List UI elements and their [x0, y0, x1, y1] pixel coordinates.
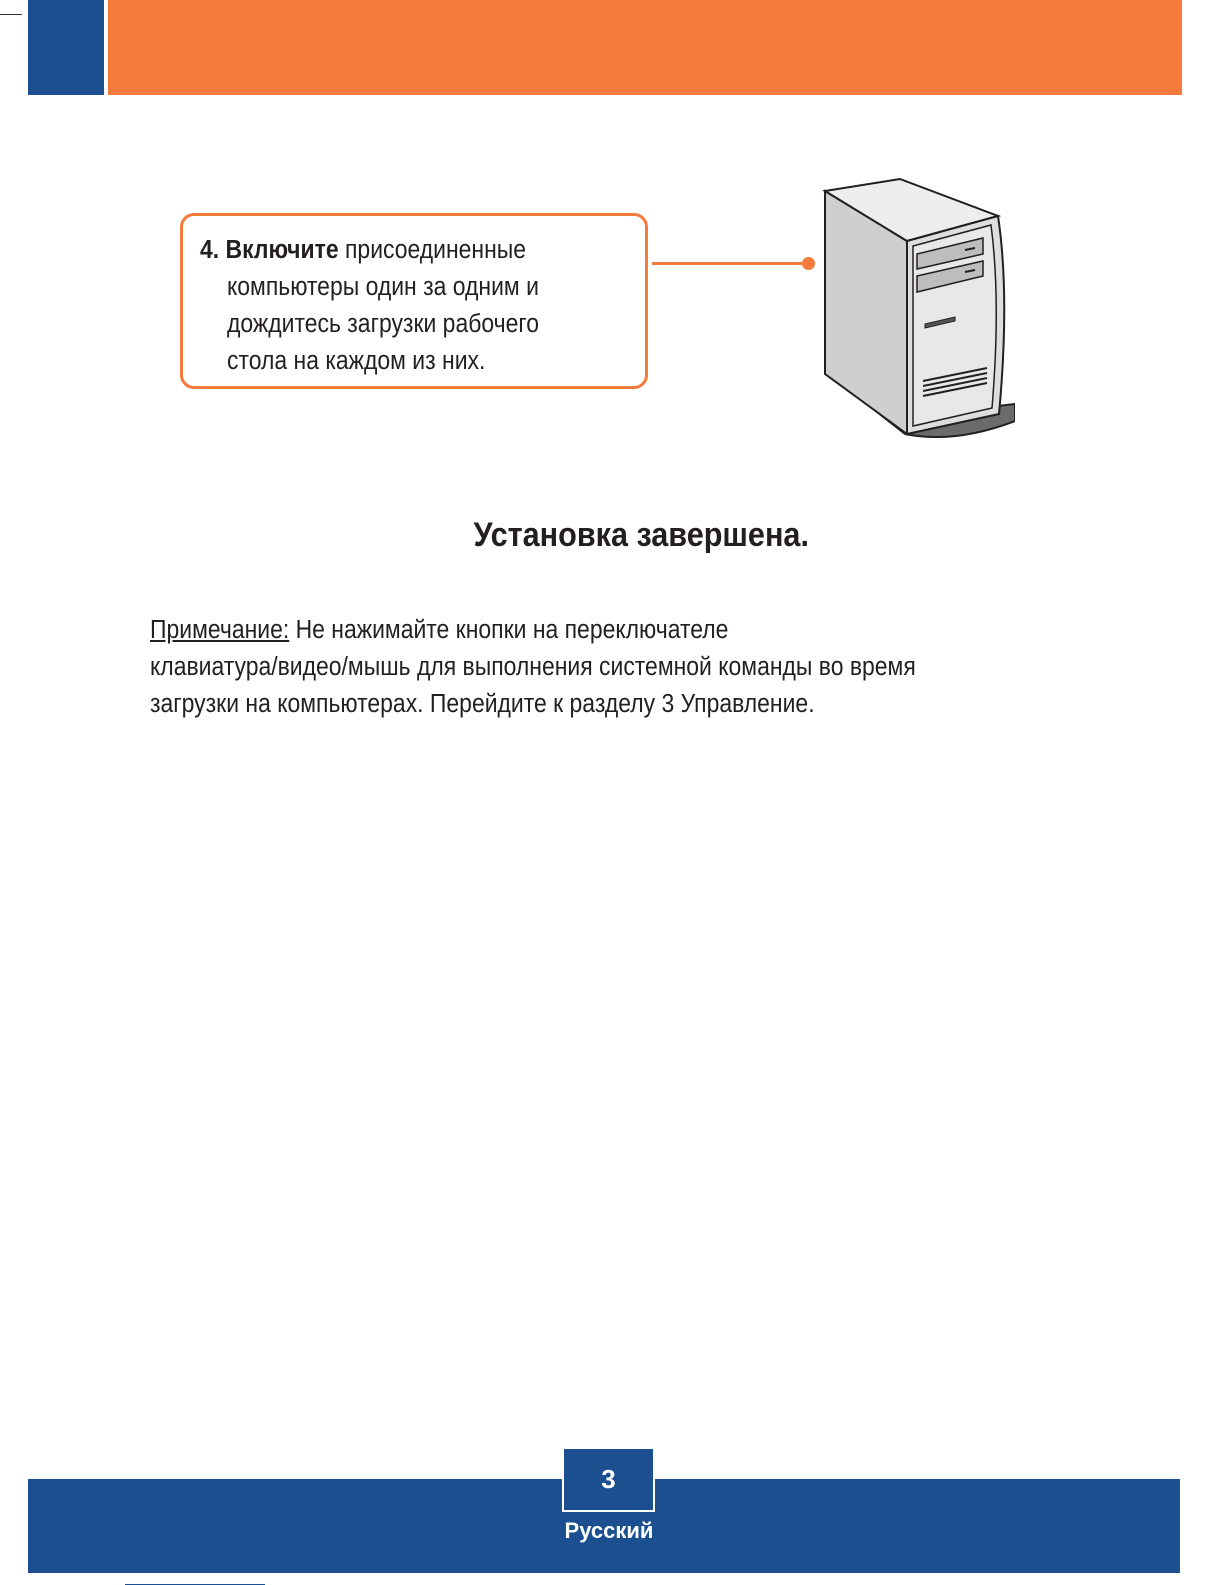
page-number: 3: [562, 1447, 655, 1512]
header-orange-bar: [108, 0, 1182, 95]
callout-connector-dot: [802, 257, 815, 270]
step-number: 4.: [200, 236, 220, 264]
note-label: Примечание:: [150, 616, 290, 644]
callout-connector-line: [652, 262, 808, 265]
completion-heading: Установка завершена.: [473, 516, 809, 554]
language-label: Русский: [564, 1518, 654, 1543]
header-blue-block: [28, 0, 104, 95]
desktop-tower-pc-icon: [815, 176, 1015, 451]
note-paragraph: Примечание: Не нажимайте кнопки на переключателе клавиатура/видео/мышь для выполнения системной команды во время загрузки на компьютерах. Перейдите к разделу 3 Управление.: [150, 616, 916, 718]
crop-mark: [0, 14, 22, 15]
step-instruction: 4. Включите присоединенные компьютеры один за одним и дождитесь загрузки рабочего стола на каждом из них.: [200, 236, 539, 375]
step-action: Включите: [225, 236, 339, 264]
